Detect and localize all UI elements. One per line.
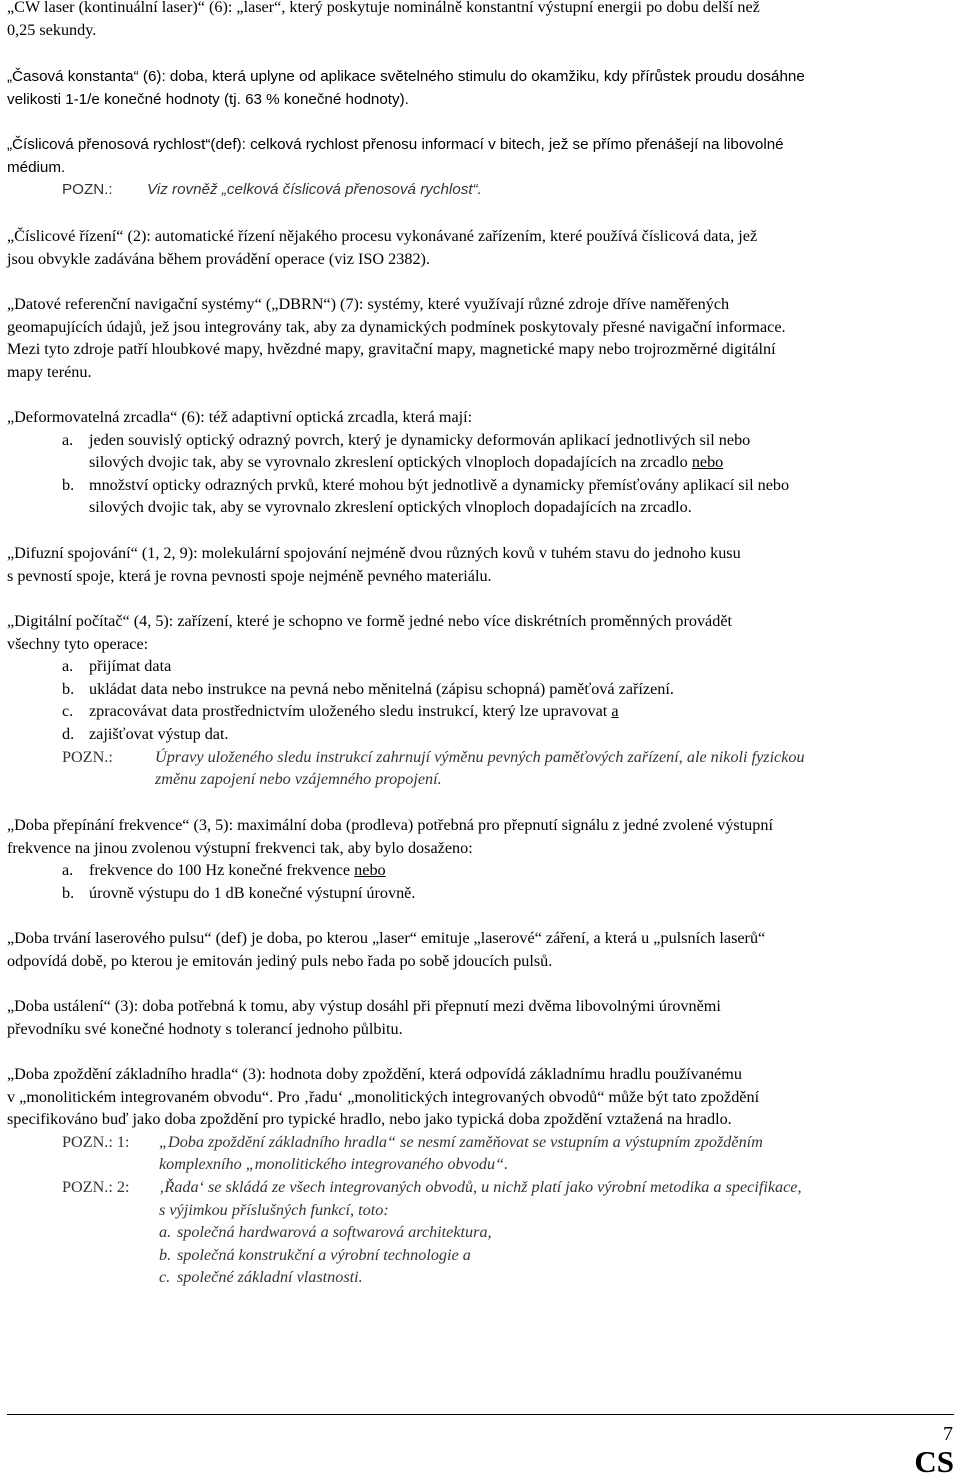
note (7, 179, 951, 202)
entry-text: „Datové referenční navigační systémy“ („DBRN“) (7): systémy, které využívají různé zdroje dříve naměřených (7, 295, 730, 313)
entry-text: „CW laser (kontinuální laser)“ (6): „laser“, který poskytuje nominálně konstantní výstupní energii po dobu delší než (7, 0, 760, 16)
list-label: a. (62, 430, 74, 449)
entry-cislicove-rizeni (7, 225, 951, 270)
list-text: frekvence do 100 Hz konečné frekvence nebo (89, 861, 386, 880)
list-text: silových dvojic tak, aby se vyrovnalo zkreslení optických vlnoploch dopadajících na zrcadlo nebo (89, 453, 724, 472)
entry-text: médium. (7, 158, 66, 176)
entry-casova-konstanta (7, 66, 951, 111)
list-text: úrovně výstupu do 1 dB konečné výstupní úrovně. (89, 883, 416, 902)
list-label: a. (159, 1223, 172, 1242)
entry-text: převodníku své konečné hodnoty s tolerancí jednoho půlbitu. (7, 1019, 403, 1038)
entry-doba-prepinani (7, 814, 951, 904)
entry-text: „Difuzní spojování“ (1, 2, 9): molekulární spojování nejméně dvou různých kovů v tuhém stavu do jednoho kusu (7, 544, 741, 562)
entry-cw-laser (7, 0, 951, 41)
language-code: CS (914, 1444, 954, 1479)
note-list-item (7, 1266, 951, 1289)
list-label: a. (62, 861, 74, 880)
entry-text: v „monolitickém integrovaném obvodu“. Pro ‚řadu‘ „monolitických integrovaných obvodů“ může být tato zpoždění (7, 1087, 760, 1106)
list-text: ukládat data nebo instrukce na pevná nebo měnitelná (zápisu schopná) paměťová zařízení. (89, 679, 674, 698)
entry-text: „Doba ustálení“ (3): doba potřebná k tomu, aby výstup dosáhl při přepnutí mezi dvěma libovolnými úrovněmi (7, 997, 721, 1015)
list-label: b. (159, 1245, 172, 1264)
note-label: POZN.: 2: (62, 1177, 130, 1196)
entry-text: „Číslicová přenosová rychlost“(def): celková rychlost přenosu informací v bitech, jež se přímo přenášejí na libovolné (7, 136, 784, 153)
note-label: POZN.: 1: (62, 1132, 130, 1151)
entry-text: „Doba přepínání frekvence“ (3, 5): maximální doba (prodleva) potřebná pro přepnutí signálu z jedné zvolené výstupní (7, 816, 773, 834)
entry-text: mapy terénu. (7, 362, 92, 381)
conjunction: nebo (691, 453, 724, 472)
note-text: Viz rovněž „celková číslicová přenosová rychlost“. (147, 181, 482, 199)
entry-text: „Digitální počítač“ (4, 5): zařízení, které je schopno ve formě jedné nebo více diskrétních proměnných provádět (7, 612, 733, 630)
entry-text: odpovídá době, po kterou je emitován jediný puls nebo řada po sobě jdoucích pulsů. (7, 951, 553, 970)
entry-doba-zpozdeni (7, 1063, 951, 1289)
note-text: změnu zapojení nebo vzájemného propojení. (155, 770, 442, 789)
list-text: zajišťovat výstup dat. (89, 724, 229, 743)
entry-text: geomapujících údajů, jež jsou integrovány tak, aby za dynamických podmínek poskytovaly přesné navigační informace. (7, 317, 786, 336)
entry-cislicova-rychlost (7, 134, 951, 202)
entry-text: „Doba zpoždění základního hradla“ (3): hodnota doby zpoždění, která odpovídá základnímu hradlu používanému (7, 1065, 742, 1083)
list-text: společná hardwarová a softwarová architektura, (177, 1223, 492, 1242)
entry-text: Mezi tyto zdroje patří hloubkové mapy, hvězdné mapy, gravitační mapy, magnetické mapy nebo trojrozměrné digitální (7, 340, 776, 359)
note-list-item (7, 1244, 951, 1267)
list-text: množství opticky odrazných prvků, které mohou být jednotlivě a dynamicky přemísťovány aplikací sil nebo (89, 475, 790, 494)
entry-text: velikosti 1-1/e konečné hodnoty (tj. 63 % konečné hodnoty). (7, 90, 409, 108)
page-number: 7 (943, 1423, 953, 1445)
entry-text: „Deformovatelná zrcadla“ (6): též adaptivní optická zrcadla, která mají: (7, 408, 473, 426)
note-text: Úpravy uloženého sledu instrukcí zahrnují výměnu pevných paměťových zařízení, ale nikoli fyzickou (155, 747, 805, 766)
list-text: společná konstrukční a výrobní technologie a (177, 1245, 471, 1264)
list-item (7, 882, 951, 905)
list-text: přijímat data (89, 657, 172, 676)
entry-doba-ustaleni (7, 995, 951, 1040)
entry-text: „Doba trvání laserového pulsu“ (def) je doba, po kterou „laser“ emituje „laserové“ záření, a která u „pulsních laserů“ (7, 929, 766, 947)
list-label: b. (62, 883, 75, 902)
conjunction: a (611, 702, 619, 721)
list-text: jeden souvislý optický odrazný povrch, který je dynamicky deformován aplikací jednotlivých sil nebo (89, 430, 751, 449)
note-text: ‚Řada‘ se skládá ze všech integrovaných obvodů, u nichž platí jako výrobní metodika a specifikace, (159, 1177, 802, 1196)
note-text: komplexního „monolitického integrovaného obvodu“. (159, 1155, 509, 1174)
list-label: c. (62, 702, 74, 721)
conjunction: nebo (354, 861, 386, 880)
entry-digitalni-pocitac (7, 610, 951, 791)
list-item (7, 859, 951, 882)
list-label: a. (62, 657, 74, 676)
entry-text: všechny tyto operace: (7, 634, 149, 653)
entry-deformovatelna-zrcadla (7, 406, 951, 519)
note (7, 746, 951, 791)
note-label: POZN.: (62, 181, 113, 199)
list-text: zpracovávat data prostřednictvím uloženého sledu instrukcí, který lze upravovat a (89, 702, 619, 721)
entry-dbrn (7, 293, 951, 383)
list-label: b. (62, 679, 75, 698)
note-text: „Doba zpoždění základního hradla“ se nesmí zaměňovat se vstupním a výstupním zpožděním (159, 1132, 763, 1151)
entry-text: „Časová konstanta“ (6): doba, která uplyne od aplikace světelného stimulu do okamžiku, kdy přírůstek proudu dosáhne (7, 68, 805, 85)
list-label: c. (159, 1268, 171, 1287)
list-item (7, 474, 951, 519)
note-text: s výjimkou příslušných funkcí, toto: (159, 1200, 389, 1219)
note (7, 1131, 951, 1176)
list-item (7, 655, 951, 678)
list-text: společné základní vlastnosti. (177, 1268, 363, 1287)
entry-doba-trvani (7, 927, 951, 972)
list-text: silových dvojic tak, aby se vyrovnalo zkreslení optických vlnoploch dopadajících na zrcadlo. (89, 498, 692, 517)
entry-text: jsou obvykle zadávána během provádění operace (viz ISO 2382). (7, 249, 430, 268)
footer-divider (7, 1414, 954, 1415)
list-item (7, 678, 951, 701)
entry-text: 0,25 sekundy. (7, 20, 97, 39)
note-label: POZN.: (62, 747, 113, 766)
list-label: d. (62, 724, 75, 743)
note-list-item (7, 1221, 951, 1244)
entry-text: frekvence na jinou zvolenou výstupní frekvenci tak, aby bylo dosaženo: (7, 838, 473, 857)
list-label: b. (62, 475, 75, 494)
entry-text: specifikováno buď jako doba zpoždění pro typické hradlo, nebo jako typická doba zpoždění vztažená na hradlo. (7, 1110, 732, 1129)
list-item (7, 700, 951, 723)
list-item (7, 723, 951, 746)
entry-text: s pevností spoje, která je rovna pevnosti spoje nejméně pevného materiálu. (7, 566, 492, 585)
list-item (7, 429, 951, 474)
entry-difuzni-spojovani (7, 542, 951, 587)
entry-text: „Číslicové řízení“ (2): automatické řízení nějakého procesu vykonávané zařízením, které používá číslicová data, jež (7, 227, 758, 245)
note (7, 1176, 951, 1221)
